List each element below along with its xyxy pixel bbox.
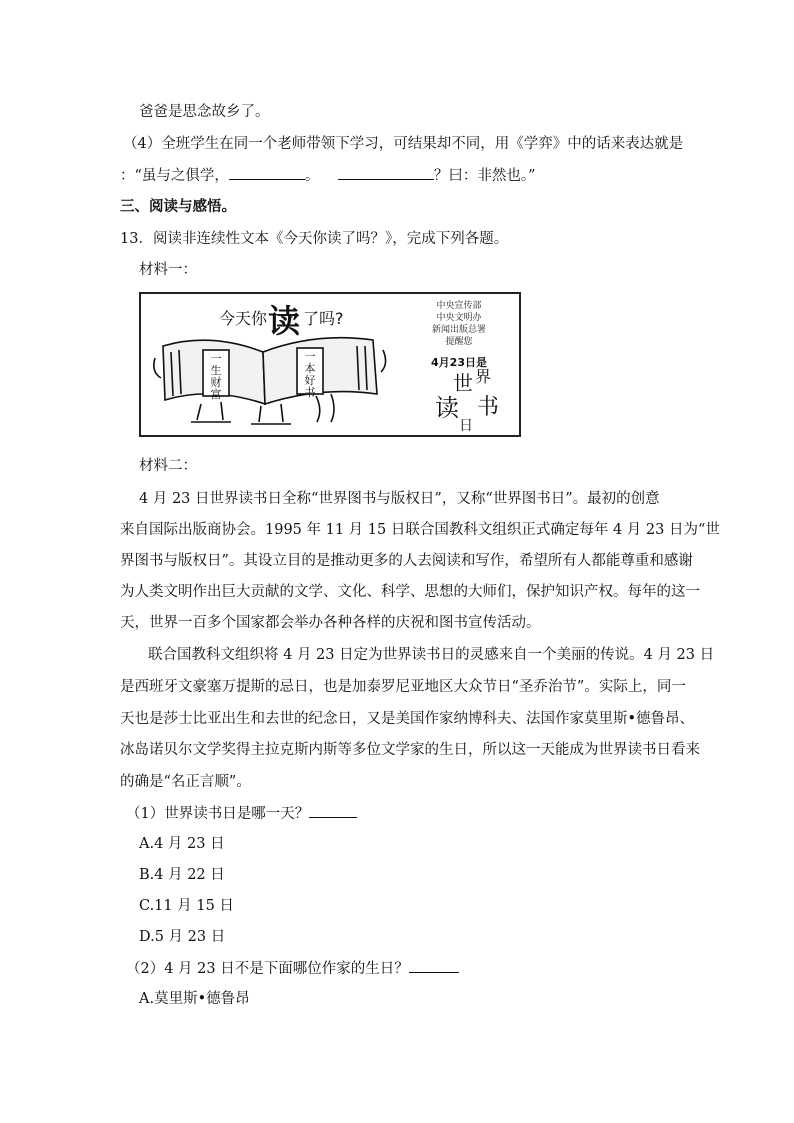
issuer-1: 中央宣传部 [436,301,482,311]
p1-line-5: 天，世界一百多个国家都会举办各种各样的庆祝和图书宣传活动。 [120,615,541,631]
prev-continuation: 爸爸是思念故乡了。 [139,104,270,120]
right-page-char-4: 书 [304,386,316,399]
poster-headline-a: 今天你 [219,309,268,328]
poster-headline-b: 了吗? [303,309,344,328]
p2-line-1: 联合国教科文组织将 4 月 23 日定为世界读书日的灵感来自一个美丽的传说。4 月 23 日 [148,647,715,663]
sub1-option-c[interactable]: C.11 月 15 日 [139,898,234,914]
open-book-icon [154,338,386,424]
left-page-char-2: 生 [210,364,222,377]
q4-line2-a: ：“虽与之俱学， [120,168,229,184]
day-char-ri: 日 [459,418,473,434]
p2-line-2: 是西班牙文豪塞万提斯的忌日，也是加泰罗尼亚地区大众节日“圣乔治节”。实际上，同一 [120,679,686,695]
q4-line1: （4）全班学生在同一个老师带领下学习，可结果却不同，用《学弈》中的话来表达就是 [123,136,684,152]
sub1-answer-blank[interactable] [309,803,357,818]
sub1-question-text: （1）世界读书日是哪一天？ [126,806,310,822]
sub1-question [126,803,357,824]
left-page-char-4: 富 [210,388,222,401]
p1-line-3: 界图书与版权日”。其设立目的是推动更多的人去阅读和写作，希望所有人都能尊重和感谢 [120,553,693,569]
left-page-char-1: 一 [210,352,222,365]
p2-line-5: 的确是“名正言顺”。 [120,774,251,790]
sub2-question-text: （2）4 月 23 日不是下面哪位作家的生日？ [126,961,409,977]
q4-line2-c: ？曰：非然也。” [433,168,536,184]
reading-poster [139,292,521,437]
p1-line-4: 为人类文明作出巨大贡献的文学、文化、科学、思想的大师们，保护知识产权。每年的这一 [120,584,700,600]
section-title: 三、阅读与感悟。 [120,198,236,215]
material1-label: 材料一： [139,262,197,278]
p1-line-2: 来自国际出版商协会。1995 年 11 月 15 日联合国教科文组织正式确定每年 4 月 23 日为“世 [120,522,720,538]
q13-intro: 13．阅读非连续性文本《今天你读了吗？》，完成下列各题。 [120,231,509,247]
sub1-option-d[interactable]: D.5 月 23 日 [139,929,226,945]
issuer-2: 中央文明办 [436,313,482,323]
issuer-4: 提醒您 [445,337,473,347]
sub2-question [126,958,459,979]
p2-line-3: 天也是莎士比亚出生和去世的纪念日，又是美国作家纳博科夫、法国作家莫里斯•德鲁昂、 [120,711,695,727]
day-char-du: 读 [435,394,459,422]
sub1-option-a[interactable]: A.4 月 23 日 [139,836,225,852]
sub2-answer-blank[interactable] [409,958,459,973]
right-page-char-1: 一 [304,350,316,363]
answer-blank-1[interactable] [229,165,305,180]
issuer-3: 新闻出版总署 [431,325,487,335]
q4-line2-b: 。 [304,168,320,184]
p2-line-4: 冰岛诺贝尔文学奖得主拉克斯内斯等多位文学家的生日，所以这一天能成为世界读书日看来 [120,742,700,758]
poster-headline-big: 读 [268,302,301,340]
day-char-jie: 界 [475,367,492,386]
material2-label: 材料二： [139,458,197,474]
p1-line-1: 4 月 23 日世界读书日全称“世界图书与版权日”，又称“世界图书日”。最初的创意 [139,491,660,507]
q4-line2 [120,165,536,186]
left-page-char-3: 财 [210,376,222,389]
day-char-shi: 世 [453,371,473,395]
poster-graphic [141,294,519,435]
sub1-option-b[interactable]: B.4 月 22 日 [139,867,225,883]
right-page-char-3: 好 [304,374,316,387]
day-char-shu: 书 [477,395,500,420]
answer-blank-2[interactable] [338,165,434,180]
sub2-option-a[interactable]: A.莫里斯•德鲁昂 [139,991,250,1007]
right-page-char-2: 本 [304,362,316,375]
poster-date-line: 4月23日是 [431,356,487,369]
